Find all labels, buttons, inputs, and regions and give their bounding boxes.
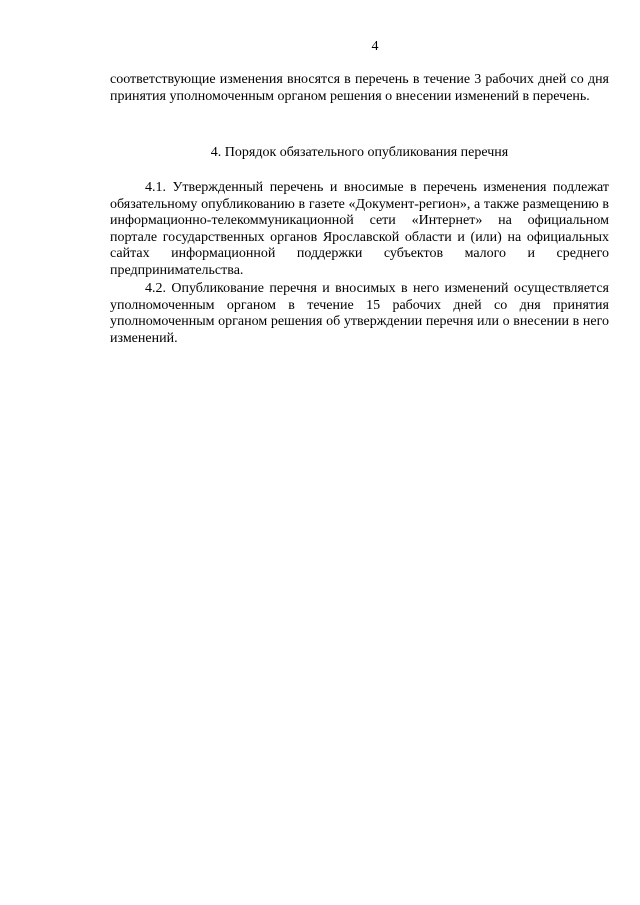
intro-paragraph [110, 72, 609, 105]
clause-4-2-text: 4.2. Опубликование перечня и вносимых в него изменений осуществляется уполномоченным органом в течение 15 рабочих дней со дня принятия уполномоченным органом решения об утверждении перечня или о внесении в него изменений. [110, 281, 609, 346]
section-heading: 4. Порядок обязательного опубликования перечня [210, 145, 509, 160]
clause-4-2 [110, 281, 609, 347]
intro-paragraph-text: соответствующие изменения вносятся в перечень в течение 3 рабочих дней со дня принятия уполномоченным органом решения о внесении изменений в перечень. [110, 72, 609, 104]
clause-4-1 [110, 180, 609, 279]
page-number: 4 [371, 39, 379, 54]
clause-4-1-text: 4.1. Утвержденный перечень и вносимые в перечень изменения подлежат обязательному опубликованию в газете «Документ-регион», а также размещению в информационно-телекоммуникационной сети «Интернет» на официальном портале государственных органов Ярославской области и (или) на официальных сайтах информационной поддержки субъектов малого и среднего предпринимательства. [110, 180, 609, 278]
